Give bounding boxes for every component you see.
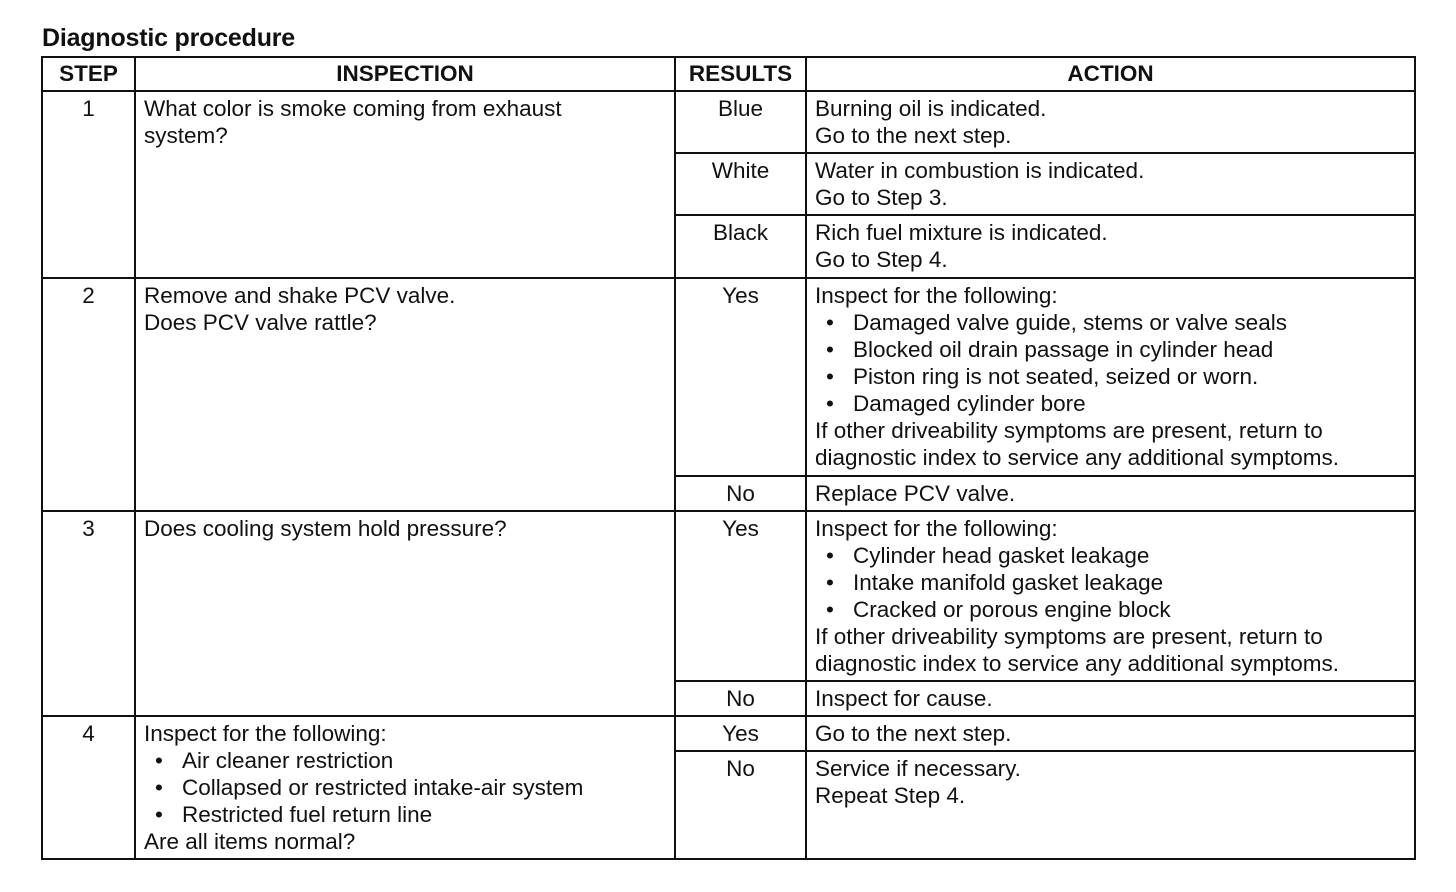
action-text: diagnostic index to service any additional symptoms. [815, 445, 1340, 470]
inspection-text: Does cooling system hold pressure? [144, 516, 507, 541]
inspection-text: Inspect for the following: [144, 721, 387, 746]
inspection-text: Are all items normal? [144, 829, 356, 854]
inspection-bullet-list [144, 747, 664, 828]
table-row [42, 278, 1415, 476]
action-text: Go to Step 3. [815, 185, 948, 210]
bullet-icon: • [155, 748, 163, 773]
inspection-cell [135, 91, 675, 278]
action-text: Replace PCV valve. [815, 481, 1016, 506]
result-cell: No [675, 476, 806, 511]
diagnostic-table [41, 56, 1416, 860]
result-cell: No [675, 681, 806, 716]
action-cell [806, 215, 1415, 278]
inspection-text: Remove and shake PCV valve. [144, 283, 456, 308]
table-row [42, 91, 1415, 153]
bullet-icon: • [155, 775, 163, 800]
action-cell [806, 278, 1415, 476]
action-text: Go to the next step. [815, 721, 1012, 746]
inspection-cell [135, 278, 675, 511]
action-text: Water in combustion is indicated. [815, 158, 1145, 183]
action-cell [806, 153, 1415, 215]
list-item: • Damaged valve guide, stems or valve seals [826, 310, 1287, 335]
action-cell [806, 511, 1415, 681]
list-item: • Cracked or porous engine block [826, 597, 1171, 622]
action-text: Inspect for the following: [815, 283, 1058, 308]
action-cell [806, 751, 1415, 859]
bullet-icon: • [826, 597, 834, 622]
list-item: • Cylinder head gasket leakage [826, 543, 1150, 568]
list-item: • Damaged cylinder bore [826, 391, 1086, 416]
bullet-icon: • [826, 543, 834, 568]
action-text: If other driveability symptoms are present, return to [815, 624, 1323, 649]
action-cell [806, 91, 1415, 153]
action-cell [806, 681, 1415, 716]
action-text: Service if necessary. [815, 756, 1021, 781]
bullet-icon: • [155, 802, 163, 827]
header-row [42, 57, 1415, 91]
result-cell: Black [675, 215, 806, 278]
list-item: • Piston ring is not seated, seized or worn. [826, 364, 1259, 389]
table-row [42, 511, 1415, 681]
result-cell: Yes [675, 278, 806, 476]
list-item: • Intake manifold gasket leakage [826, 570, 1164, 595]
inspection-text: Does PCV valve rattle? [144, 310, 377, 335]
action-text: Inspect for cause. [815, 686, 993, 711]
result-cell: Blue [675, 91, 806, 153]
step-number: 3 [42, 511, 135, 716]
header-inspection: INSPECTION [135, 57, 675, 91]
list-item: • Air cleaner restriction [155, 748, 394, 773]
action-text: Burning oil is indicated. [815, 96, 1047, 121]
action-text: Repeat Step 4. [815, 783, 966, 808]
bullet-icon: • [826, 337, 834, 362]
list-item: • Blocked oil drain passage in cylinder head [826, 337, 1274, 362]
action-text: Inspect for the following: [815, 516, 1058, 541]
inspection-cell [135, 511, 675, 716]
page-title: Diagnostic procedure [42, 24, 295, 52]
bullet-icon: • [826, 570, 834, 595]
result-cell: Yes [675, 511, 806, 681]
list-item: • Restricted fuel return line [155, 802, 433, 827]
step-number: 4 [42, 716, 135, 859]
step-number: 1 [42, 91, 135, 278]
action-cell [806, 476, 1415, 511]
inspection-cell [135, 716, 675, 859]
header-action: ACTION [806, 57, 1415, 91]
action-text: Go to the next step. [815, 123, 1012, 148]
result-cell: No [675, 751, 806, 859]
bullet-icon: • [826, 310, 834, 335]
action-text: diagnostic index to service any additional symptoms. [815, 651, 1340, 676]
header-step: STEP [42, 57, 135, 91]
action-text: Rich fuel mixture is indicated. [815, 220, 1108, 245]
table-row [42, 716, 1415, 751]
action-text: Go to Step 4. [815, 247, 948, 272]
bullet-icon: • [826, 364, 834, 389]
action-bullet-list [815, 542, 1406, 623]
bullet-icon: • [826, 391, 834, 416]
action-text: If other driveability symptoms are present, return to [815, 418, 1323, 443]
result-cell: White [675, 153, 806, 215]
list-item: • Collapsed or restricted intake-air system [155, 775, 584, 800]
inspection-text: What color is smoke coming from exhaust system? [144, 96, 562, 148]
result-cell: Yes [675, 716, 806, 751]
action-bullet-list [815, 309, 1406, 417]
step-number: 2 [42, 278, 135, 511]
action-cell [806, 716, 1415, 751]
header-results: RESULTS [675, 57, 806, 91]
